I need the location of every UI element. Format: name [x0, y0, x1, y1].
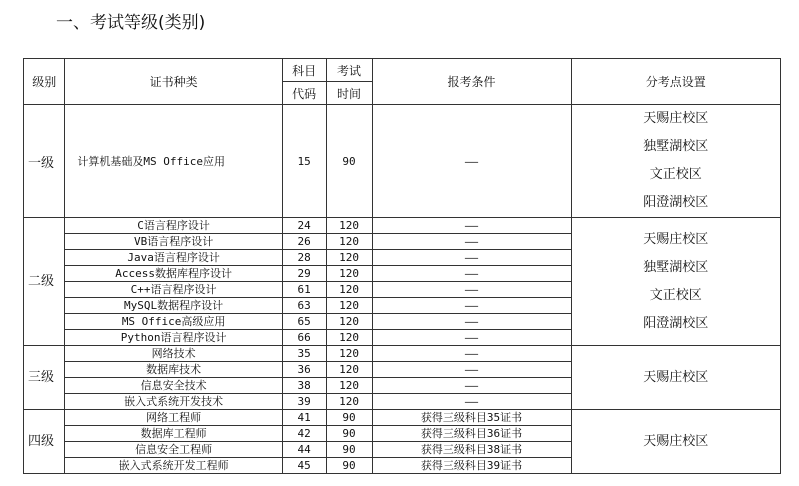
exam-condition: —— [372, 105, 571, 218]
exam-condition: —— [372, 394, 571, 410]
exam-time: 120 [326, 394, 372, 410]
cert-name: Access数据库程序设计 [65, 266, 282, 282]
cert-name: 信息安全工程师 [65, 442, 282, 458]
exam-condition: —— [372, 234, 571, 250]
exam-condition: —— [372, 298, 571, 314]
exam-site: 天赐庄校区 [643, 231, 709, 247]
header-sites: 分考点设置 [571, 59, 780, 105]
exam-condition: —— [372, 282, 571, 298]
exam-time: 120 [326, 266, 372, 282]
header-code-top: 科目 [282, 59, 326, 82]
exam-time: 120 [326, 346, 372, 362]
exam-time: 120 [326, 218, 372, 234]
exam-time: 120 [326, 250, 372, 266]
cert-name: 嵌入式系统开发工程师 [65, 458, 282, 474]
exam-time: 120 [326, 234, 372, 250]
exam-time: 90 [326, 442, 372, 458]
subject-code: 45 [282, 458, 326, 474]
exam-condition: 获得三级科目38证书 [372, 442, 571, 458]
subject-code: 24 [282, 218, 326, 234]
header-level: 级别 [24, 59, 65, 105]
exam-condition: —— [372, 330, 571, 346]
subject-code: 66 [282, 330, 326, 346]
page-title: 一、考试等级(类别) [56, 13, 206, 33]
cert-name: 计算机基础及MS Office应用 [65, 105, 282, 218]
cert-name: MS Office高级应用 [65, 314, 282, 330]
exam-condition: —— [372, 250, 571, 266]
exam-site: 文正校区 [649, 167, 702, 182]
exam-level-table [23, 58, 781, 474]
exam-time: 120 [326, 298, 372, 314]
header-cert-type: 证书种类 [65, 59, 282, 105]
exam-condition: 获得三级科目39证书 [372, 458, 571, 474]
exam-condition: —— [372, 346, 571, 362]
exam-site: 阳澄湖校区 [643, 195, 709, 210]
exam-site: 天赐庄校区 [643, 369, 709, 385]
level-label: 一级 [24, 105, 65, 218]
exam-time: 120 [326, 378, 372, 394]
cert-name: C语言程序设计 [65, 218, 282, 234]
table-row [24, 346, 781, 362]
header-code-bottom: 代码 [282, 82, 326, 105]
subject-code: 29 [282, 266, 326, 282]
cert-name: 网络工程师 [65, 410, 282, 426]
level-label: 二级 [24, 218, 65, 346]
subject-code: 39 [282, 394, 326, 410]
exam-condition: 获得三级科目35证书 [372, 410, 571, 426]
exam-condition: —— [372, 266, 571, 282]
cert-name: Python语言程序设计 [65, 330, 282, 346]
exam-site: 天赐庄校区 [643, 111, 709, 126]
exam-time: 120 [326, 362, 372, 378]
level-label: 三级 [24, 346, 65, 410]
exam-time: 90 [326, 458, 372, 474]
cert-name: 数据库技术 [65, 362, 282, 378]
subject-code: 38 [282, 378, 326, 394]
cert-name: VB语言程序设计 [65, 234, 282, 250]
cert-name: 嵌入式系统开发技术 [65, 394, 282, 410]
cert-name: C++语言程序设计 [65, 282, 282, 298]
subject-code: 65 [282, 314, 326, 330]
exam-condition: 获得三级科目36证书 [372, 426, 571, 442]
exam-time: 120 [326, 330, 372, 346]
exam-site: 阳澄湖校区 [643, 315, 709, 331]
cert-name: Java语言程序设计 [65, 250, 282, 266]
exam-time: 120 [326, 282, 372, 298]
subject-code: 28 [282, 250, 326, 266]
table-row [24, 218, 781, 234]
subject-code: 42 [282, 426, 326, 442]
exam-time: 120 [326, 314, 372, 330]
exam-time: 90 [326, 426, 372, 442]
cert-name: 信息安全技术 [65, 378, 282, 394]
table-row [24, 105, 781, 218]
level-label: 四级 [24, 410, 65, 474]
exam-time: 90 [326, 105, 372, 218]
subject-code: 26 [282, 234, 326, 250]
exam-site: 独墅湖校区 [643, 139, 709, 154]
header-conditions: 报考条件 [372, 59, 571, 105]
exam-condition: —— [372, 378, 571, 394]
subject-code: 44 [282, 442, 326, 458]
header-time-top: 考试 [326, 59, 372, 82]
subject-code: 15 [282, 105, 326, 218]
exam-condition: —— [372, 314, 571, 330]
header-time-bottom: 时间 [326, 82, 372, 105]
cert-name: 网络技术 [65, 346, 282, 362]
subject-code: 63 [282, 298, 326, 314]
cert-name: 数据库工程师 [65, 426, 282, 442]
exam-condition: —— [372, 362, 571, 378]
exam-sites [571, 105, 780, 218]
exam-site: 独墅湖校区 [643, 259, 709, 275]
exam-condition: —— [372, 218, 571, 234]
exam-site: 文正校区 [649, 287, 702, 303]
exam-sites [571, 346, 780, 410]
subject-code: 36 [282, 362, 326, 378]
exam-sites [571, 218, 780, 346]
cert-name: MySQL数据程序设计 [65, 298, 282, 314]
exam-time: 90 [326, 410, 372, 426]
exam-sites [571, 410, 780, 474]
subject-code: 35 [282, 346, 326, 362]
subject-code: 61 [282, 282, 326, 298]
exam-site: 天赐庄校区 [643, 433, 709, 449]
table-row [24, 410, 781, 426]
subject-code: 41 [282, 410, 326, 426]
